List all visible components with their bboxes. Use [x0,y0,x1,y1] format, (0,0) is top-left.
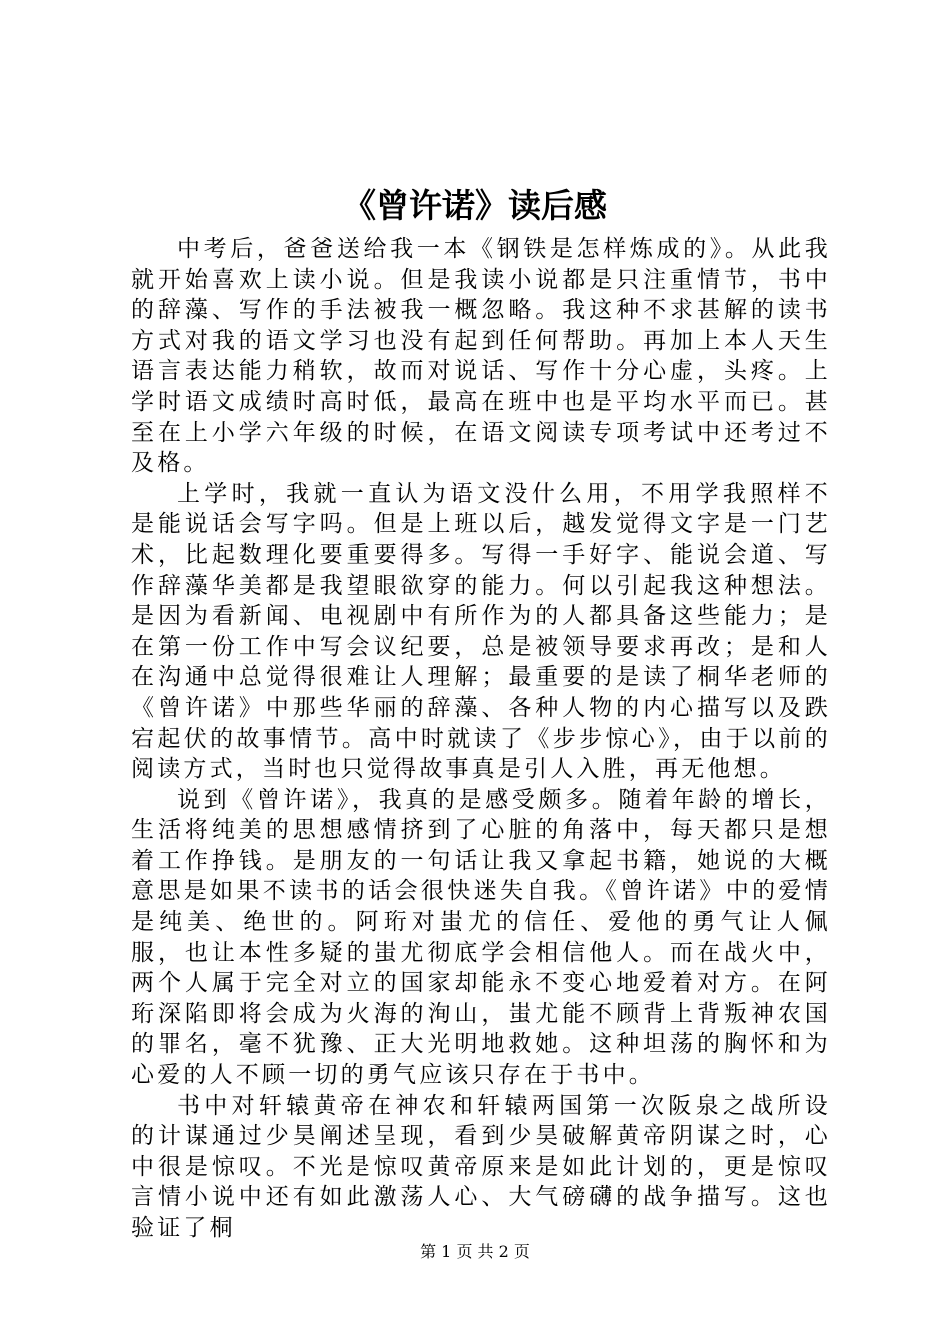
paragraph-3: 说到《曾许诺》，我真的是感受颇多。随着年龄的增长，生活将纯美的思想感情挤到了心脏的角落中，每天都只是想着工作挣钱。是朋友的一句话让我又拿起书籍，她说的大概意思是如果不读书的话会很快迷失自我。《曾许诺》中的爱情是纯美、绝世的。阿珩对蚩尤的信任、爱他的勇气让人佩服，也让本性多疑的蚩尤彻底学会相信他人。而在战火中，两个人属于完全对立的国家却能永不变心地爱着对方。在阿珩深陷即将会成为火海的洵山，蚩尤能不顾背上背叛神农国的罪名，毫不犹豫、正大光明地救她。这种坦荡的胸怀和为心爱的人不顾一切的勇气应该只存在于书中。 [131,786,831,1089]
paragraph-4: 书中对轩辕黄帝在神农和轩辕两国第一次阪泉之战所设的计谋通过少昊阐述呈现，看到少昊破解黄帝阴谋之时，心中很是惊叹。不光是惊叹黄帝原来是如此计划的，更是惊叹言情小说中还有如此激荡人心、大气磅礴的战争描写。这也验证了桐 [131,1092,831,1241]
paragraph-2: 上学时，我就一直认为语文没什么用，不用学我照样不是能说话会写字吗。但是上班以后，越发觉得文字是一门艺术，比起数理化要重要得多。写得一手好字、能说会道、写作辞藻华美都是我望眼欲穿的能力。何以引起我这种想法。是因为看新闻、电视剧中有所作为的人都具备这些能力；是在第一份工作中写会议纪要，总是被领导要求再改；是和人在沟通中总觉得很难让人理解；最重要的是读了桐华老师的《曾许诺》中那些华丽的辞藻、各种人物的内心描写以及跌宕起伏的故事情节。高中时就读了《步步惊心》，由于以前的阅读方式，当时也只觉得故事真是引人入胜，再无他想。 [131,480,831,783]
document-title: 《曾许诺》读后感 [343,186,607,225]
page-footer: 第 1 页 共 2 页 [420,1242,530,1261]
document-body [131,234,831,1244]
paragraph-1: 中考后，爸爸送给我一本《钢铁是怎样炼成的》。从此我就开始喜欢上读小说。但是我读小说都是只注重情节，书中的辞藻、写作的手法被我一概忽略。我这种不求甚解的读书方式对我的语文学习也没有起到任何帮助。再加上本人天生语言表达能力稍软，故而对说话、写作十分心虚，头疼。上学时语文成绩时高时低，最高在班中也是平均水平而已。甚至在上小学六年级的时候，在语文阅读专项考试中还考过不及格。 [131,236,831,477]
